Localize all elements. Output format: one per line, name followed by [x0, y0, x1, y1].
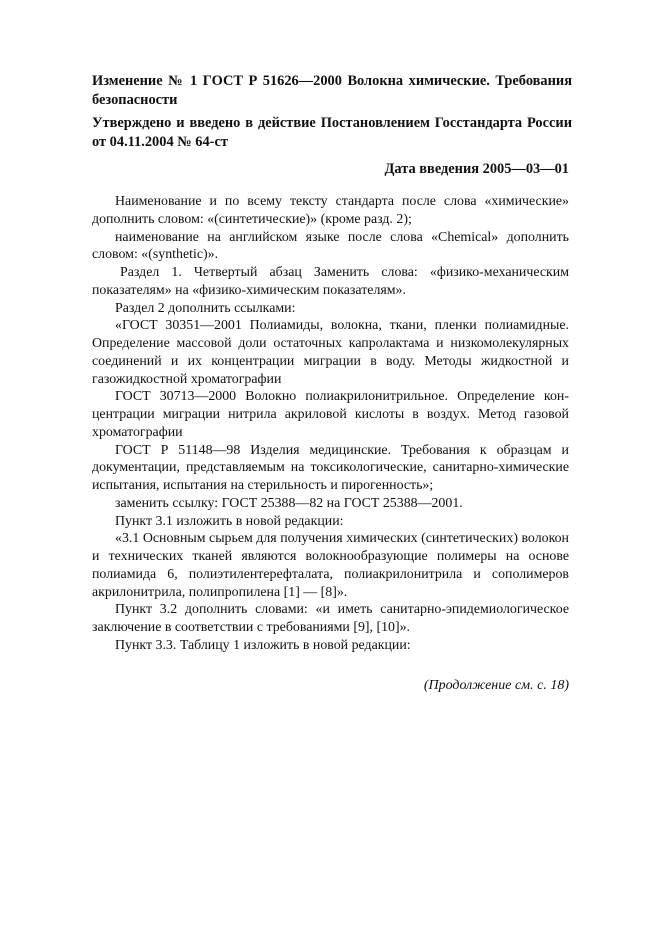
paragraph: заменить ссылку: ГОСТ 25388—82 на ГОСТ 25388—2001. [115, 495, 463, 511]
paragraph: Раздел 1. Четвертый абзац Заменить слова: «физико-механическим показателям» на «физико-химическим показателям». [92, 265, 569, 298]
effective-date: Дата введения 2005—03—01 [384, 161, 569, 177]
paragraph: Пункт 3.2 дополнить словами: «и иметь санитарно-эпидемиологическое заключение в соответствии с требованиями [9], [10]». [92, 602, 569, 635]
document-body [92, 193, 569, 655]
paragraph: Наименование и по всему тексту стандарта после слова «химические» дополнить словом: «(синтетические)» (кроме разд. 2); [92, 194, 569, 227]
change-title: Изменение № 1 ГОСТ Р 51626—2000 Волокна химические. Требования безопасности [92, 73, 572, 108]
paragraph: Пункт 3.3. Таблицу 1 изложить в новой редакции: [115, 637, 411, 653]
paragraph: ГОСТ 30713—2000 Волокно полиакрилонитрильное. Определение концентрации миграции нитрила акриловой кислоты в воздух. Метод газовой хроматографии [92, 389, 569, 440]
paragraph: Пункт 3.1 изложить в новой редакции: [115, 513, 344, 529]
paragraph: Раздел 2 дополнить ссылками: [115, 300, 296, 316]
approval-statement: Утверждено и введено в действие Постановлением Госстандарта России от 04.11.2004 № 64-ст [92, 115, 572, 150]
paragraph: наименование на английском языке после слова «Chemical» дополнить словом: «(synthetic)». [92, 229, 569, 263]
paragraph: «ГОСТ 30351—2001 Полиамиды, волокна, ткани, пленки полиамидные. Определение массовой доли остаточных капролактама и низкомолекулярных соединений и их концентрации миграции в воду. Методы жидкостной и газожидкостной хроматографии [92, 318, 569, 387]
continuation-note: (Продолжение см. с. 18) [423, 678, 569, 693]
paragraph: ГОСТ Р 51148—98 Изделия медицинские. Требования к образцам и документации, представляемым на токсикологические, санитарно-химические испытания, испытания на стерильность и пирогенность»; [92, 442, 569, 493]
paragraph: «3.1 Основным сырьем для получения химических (синтетических) волокон и технических тканей являются волокнообразующие полимеры на основе полиамида 6, полиэтилентерефталата, полиакрилонитрила и сополимеров акрилонитрила, полипропилена [1] — [8]». [92, 531, 569, 600]
